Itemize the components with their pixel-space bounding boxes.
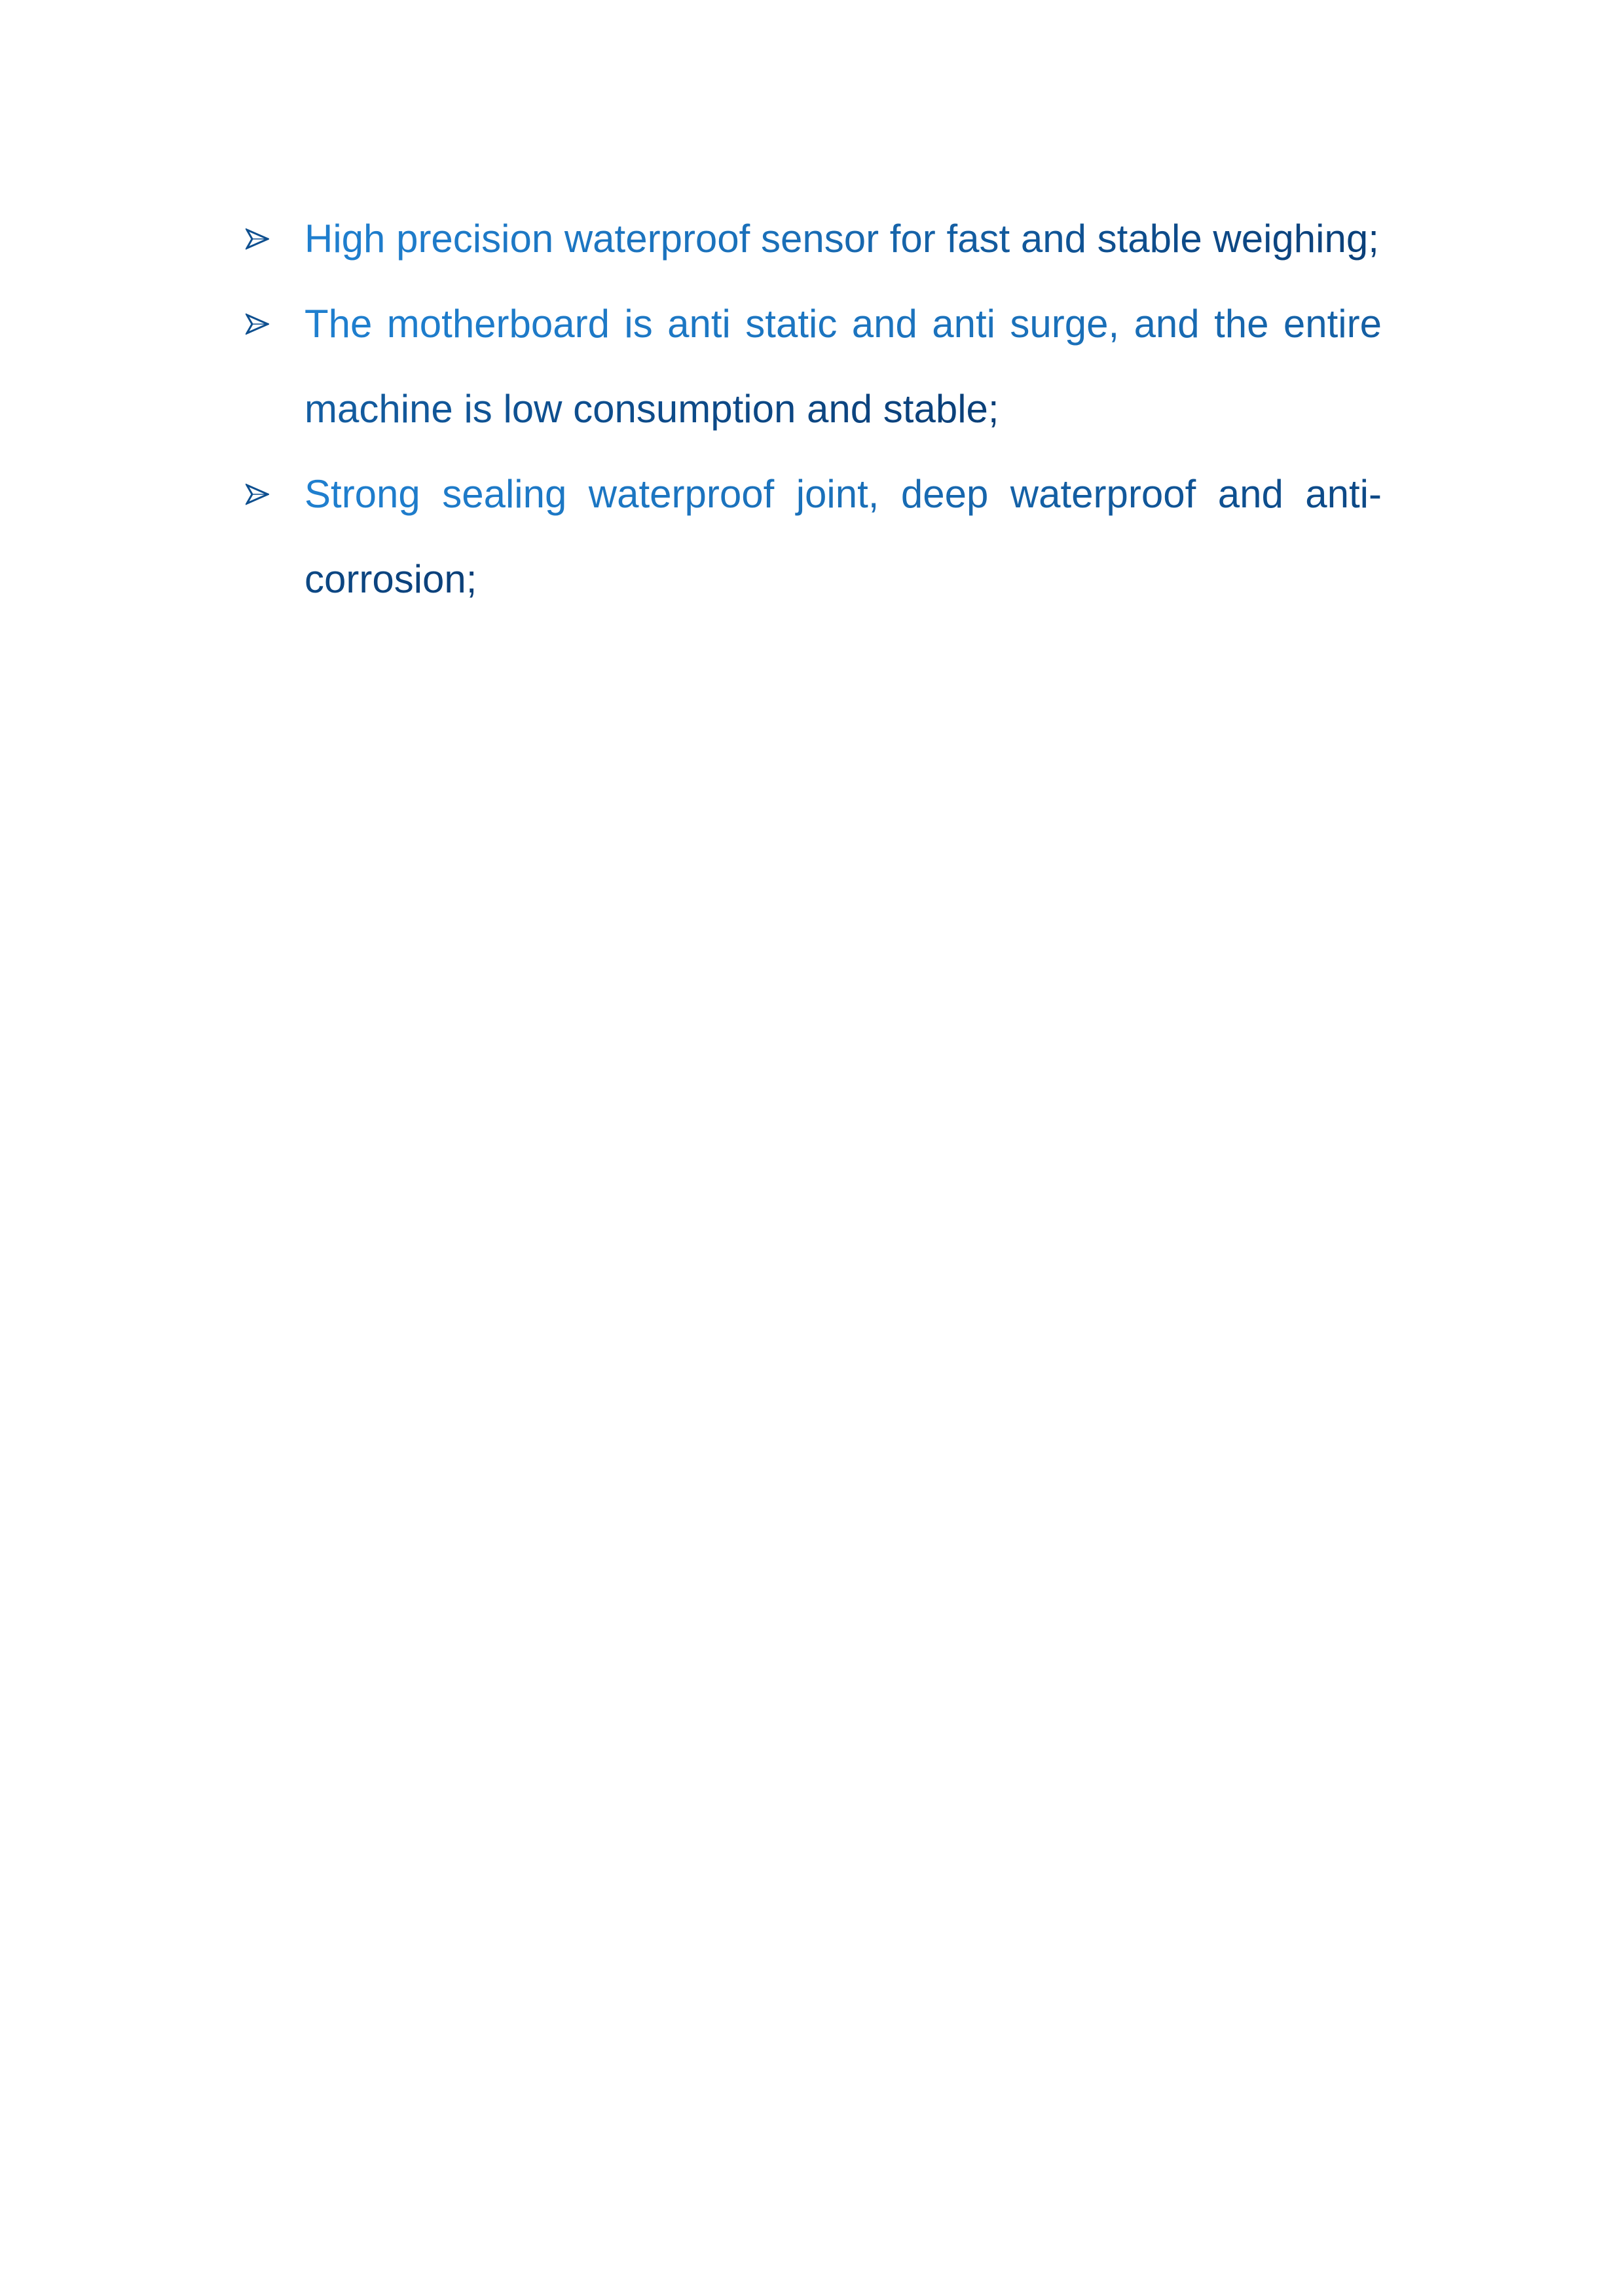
- list-item: [246, 196, 1382, 282]
- list-item: [246, 452, 1382, 622]
- list-item-text: Strong sealing waterproof joint, deep waterproof and anti-corrosion;: [304, 472, 1382, 601]
- arrowhead-bullet-icon: [246, 483, 269, 506]
- list-item-text: The motherboard is anti static and anti surge, and the entire machine is low consumption and stable;: [304, 302, 1382, 431]
- arrowhead-bullet-icon: [246, 227, 269, 251]
- list-item-text: High precision waterproof sensor for fast and stable weighing;: [304, 217, 1379, 261]
- list-item: [246, 282, 1382, 452]
- feature-list: [246, 196, 1382, 622]
- arrowhead-bullet-icon: [246, 312, 269, 336]
